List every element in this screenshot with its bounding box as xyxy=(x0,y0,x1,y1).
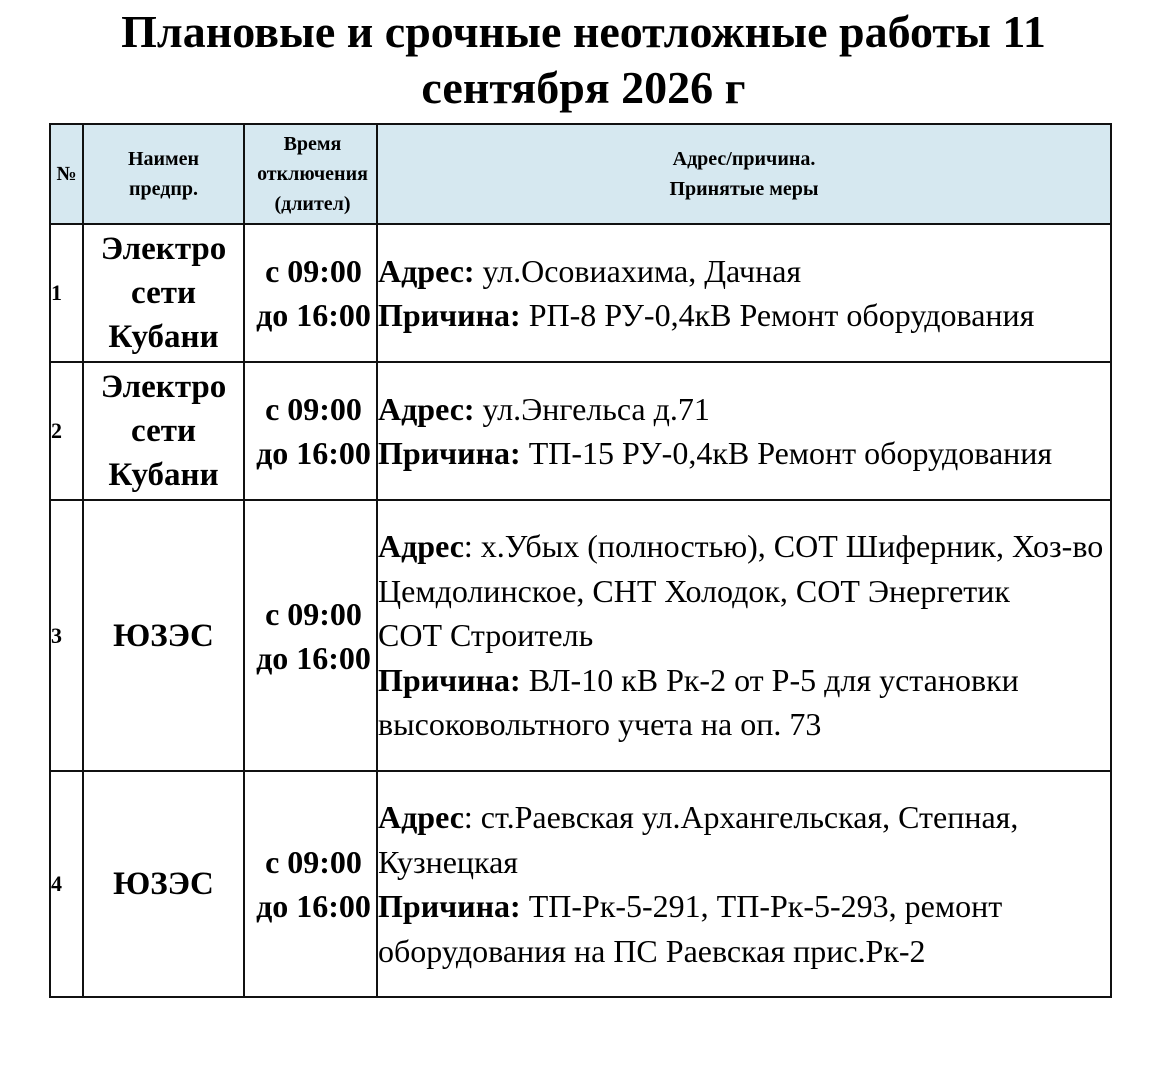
header-time-line-3: (длител) xyxy=(274,193,351,215)
address-text: : х.Убых (полностью), СОТ Шиферник, Хоз-во Цемдолинское, СНТ Холодок, СОТ Энергетик xyxy=(378,528,1104,609)
row-org xyxy=(83,771,244,997)
row-time-to: до 16:00 xyxy=(256,435,371,471)
row-time xyxy=(244,362,377,500)
reason-text: РП-8 РУ-0,4кВ Ремонт оборудования xyxy=(520,297,1035,333)
row-org-line-1: ЮЗЭС xyxy=(113,866,214,902)
row-desc xyxy=(377,500,1111,771)
row-time-from: с 09:00 xyxy=(265,391,362,427)
address-label: Адрес xyxy=(378,528,464,565)
row-time-to: до 16:00 xyxy=(256,297,371,333)
row-time xyxy=(244,771,377,997)
reason-label: Причина: xyxy=(378,888,521,924)
row-org-line-1: Электро xyxy=(100,231,227,267)
table-row xyxy=(50,224,1111,362)
row-org xyxy=(83,362,244,500)
page-title-line-1: Плановые и срочные неотложные работы 11 xyxy=(121,6,1046,57)
row-time-to: до 16:00 xyxy=(256,888,371,924)
address-text: ул.Энгельса д.71 xyxy=(474,390,710,427)
table-row xyxy=(50,771,1111,997)
reason-label: Причина: xyxy=(378,297,521,333)
header-num: № xyxy=(50,124,83,224)
row-num: 2 xyxy=(50,362,83,500)
reason-text: ТП-Рк-5-291, ТП-Рк-5-293, ремонт оборудования на ПС Раевская прис.Рк-2 xyxy=(378,888,1003,969)
row-org-line-1: ЮЗЭС xyxy=(113,617,214,654)
row-time xyxy=(244,500,377,771)
row-time xyxy=(244,224,377,362)
works-table xyxy=(49,123,1112,998)
table-row xyxy=(50,362,1111,500)
row-org-line-2: сети xyxy=(131,275,196,311)
header-time xyxy=(244,124,377,224)
reason-label: Причина: xyxy=(378,435,521,471)
header-org-line-1: Наимен xyxy=(127,148,200,170)
header-time-line-1: Время xyxy=(283,133,342,155)
row-org xyxy=(83,224,244,362)
row-num: 1 xyxy=(50,224,83,362)
row-time-from: с 09:00 xyxy=(265,253,362,289)
page-title-line-2: сентября 2026 г xyxy=(421,62,746,113)
header-desc xyxy=(377,124,1111,224)
row-num: 4 xyxy=(50,771,83,997)
reason-text: ТП-15 РУ-0,4кВ Ремонт оборудования xyxy=(520,435,1053,471)
row-desc xyxy=(377,224,1111,362)
address-text: ул.Осовиахима, Дачная xyxy=(474,252,802,289)
address-label: Адрес: xyxy=(378,252,475,289)
row-desc xyxy=(377,362,1111,500)
header-time-line-2: отключения xyxy=(257,163,368,185)
row-org xyxy=(83,500,244,771)
header-org-line-2: предпр. xyxy=(128,178,199,200)
reason-label: Причина: xyxy=(378,661,521,698)
header-org xyxy=(83,124,244,224)
row-time-from: с 09:00 xyxy=(265,595,362,632)
row-org-line-3: Кубани xyxy=(108,457,219,493)
address-label: Адрес xyxy=(378,799,464,835)
address-label: Адрес: xyxy=(378,390,475,427)
row-num: 3 xyxy=(50,500,83,771)
row-time-from: с 09:00 xyxy=(265,844,362,880)
row-org-line-2: сети xyxy=(131,413,196,449)
address-extra-text: СОТ Строитель xyxy=(378,617,594,654)
table-header-row xyxy=(50,124,1111,224)
row-org-line-1: Электро xyxy=(100,369,227,405)
header-desc-line-2: Принятые меры xyxy=(669,178,819,200)
reason-text: ВЛ-10 кВ Рк-2 от Р-5 для установки высоковольтного учета на оп. 73 xyxy=(378,661,1019,743)
header-desc-line-1: Адрес/причина. xyxy=(672,148,816,170)
page-title xyxy=(0,4,1167,116)
row-desc xyxy=(377,771,1111,997)
row-org-line-3: Кубани xyxy=(108,319,219,355)
address-text: : ст.Раевская ул.Архангельская, Степная, Кузнецкая xyxy=(378,799,1019,880)
table-row xyxy=(50,500,1111,771)
row-time-to: до 16:00 xyxy=(256,639,371,676)
